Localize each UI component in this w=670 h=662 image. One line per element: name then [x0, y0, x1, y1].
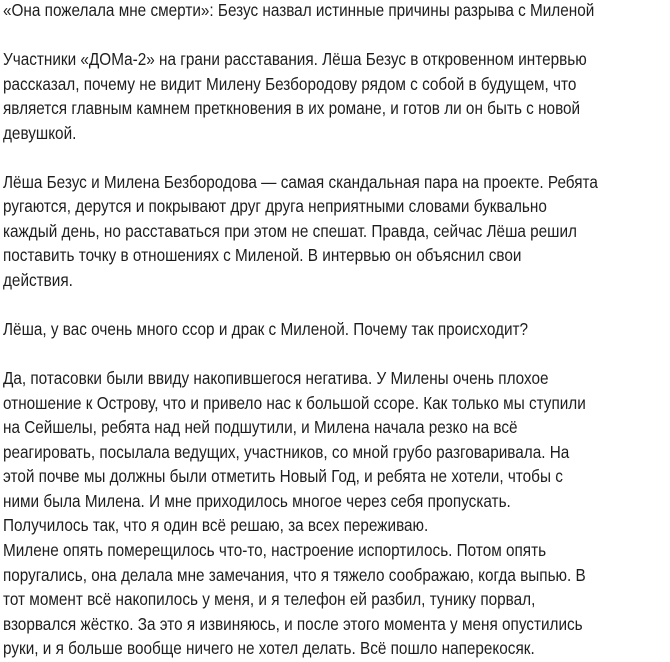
article — [3, 0, 668, 661]
text-line: ними была Милена. И мне приходилось многое через себя пропускать. — [3, 490, 511, 511]
article-paragraph-context — [3, 170, 668, 293]
text-line: на Сейшелы, ребята над ней подшутили, и Милена начала резко на всё — [3, 417, 518, 438]
text-line: Милене опять померещилось что-то, настроение испортилось. Потом опять — [3, 540, 547, 561]
text-line: Да, потасовки были ввиду накопившегося негатива. У Милены очень плохое — [3, 368, 549, 389]
paragraph-gap — [3, 293, 668, 318]
text-line: поставить точку в отношениях с Миленой. В интервью он объяснил свои — [3, 245, 522, 266]
text-line: отношение к Острову, что и привело нас к большой ссоре. Как только мы ступили — [3, 392, 586, 413]
text-line: рассказал, почему не видит Милену Безбородову рядом с собой в будущем, что — [3, 73, 577, 94]
text-line: ругаются, дерутся и покрывают друг друга неприятными словами буквально — [3, 196, 547, 217]
text-line: действия. — [3, 270, 73, 291]
text-line: девушкой. — [3, 122, 77, 143]
text-line: поругались, она делала мне замечания, что я тяжело соображаю, когда выпью. В — [3, 564, 586, 585]
text-line: взорвался жёстко. За это я извиняюсь, и после этого момента у меня опустились — [3, 613, 583, 634]
text-line: Получилось так, что я один всё решаю, за всех переживаю. — [3, 515, 429, 536]
interview-answer — [3, 366, 668, 661]
text-line: реагировать, посылала ведущих, участников, со мной грубо разговаривала. На — [3, 441, 570, 462]
text-line: тот момент всё накопилось у меня, и я телефон ей разбил, тунику порвал, — [3, 589, 536, 610]
article-paragraph-intro — [3, 47, 668, 145]
text-line: Участники «ДОМа-2» на грани расставания. Лёша Безус в откровенном интервью — [3, 49, 587, 70]
text-line: Лёша, у вас очень много ссор и драк с Миленой. Почему так происходит? — [3, 319, 529, 340]
text-line: является главным камнем преткновения в их романе, и готов ли он быть с новой — [3, 98, 581, 119]
interview-question — [3, 317, 668, 342]
paragraph-gap — [3, 145, 668, 170]
text-line: этой почве мы должны были отметить Новый Год, и ребята не хотели, чтобы с — [3, 466, 563, 487]
text-line: Лёша Безус и Милена Безбородова — самая скандальная пара на проекте. Ребята — [3, 171, 598, 192]
text-line: каждый день, но расставаться при этом не спешат. Правда, сейчас Лёша решил — [3, 220, 577, 241]
text-line: руки, и я больше вообще ничего не хотел делать. Всё пошло наперекосяк. — [3, 638, 535, 659]
article-title: «Она пожелала мне смерти»: Безус назвал истинные причины разрыва с Миленой — [3, 0, 595, 20]
paragraph-gap — [3, 342, 668, 367]
paragraph-gap — [3, 23, 668, 48]
